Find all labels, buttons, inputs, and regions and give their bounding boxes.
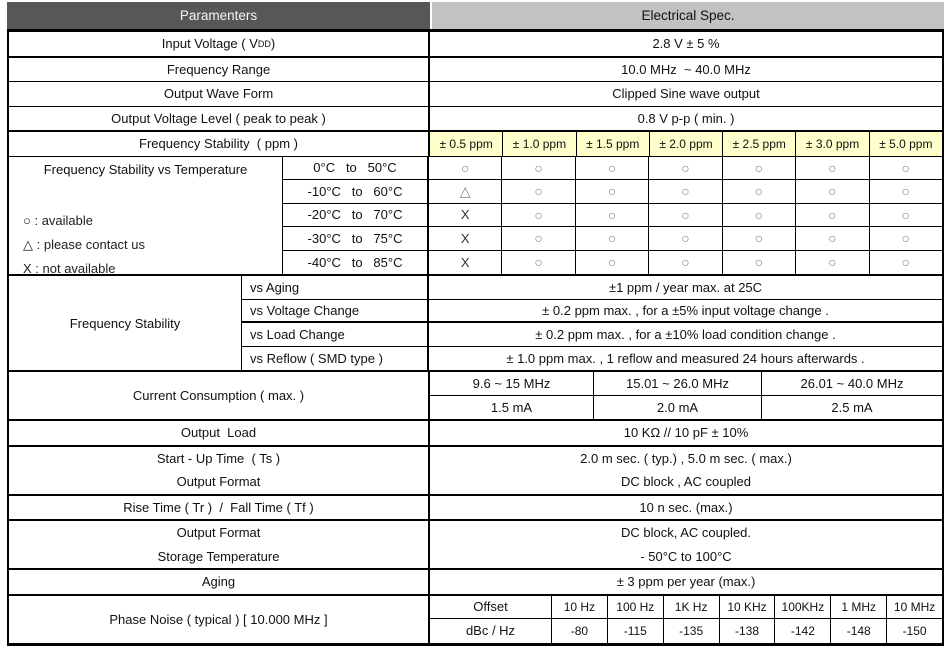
phase-noise-value-0: -80 [552,619,608,643]
availability-cell: ○ [796,204,869,227]
header-electrical-spec [432,2,944,29]
param-rise-fall-time: Rise Time ( Tr ) / Fall Time ( Tf ) [9,496,430,520]
value-storage-temperature: - 50°C to 100°C [640,548,732,564]
phase-noise-label: Phase Noise ( typical ) [ 10.000 MHz ] [109,611,328,627]
phase-noise-offset-4: 100KHz [775,596,831,619]
availability-cell: ○ [723,251,796,275]
value-rise-fall-time: 10 n sec. (max.) [639,499,733,515]
value-startup-time: 2.0 m sec. ( typ.) , 5.0 m sec. ( max.) [580,450,792,466]
spec-table [7,2,944,646]
phase-noise-offset-row [430,596,942,620]
row-output-format-2 [9,521,942,545]
row-input-voltage [9,32,942,58]
row-output-voltage-level [9,107,942,133]
stability-row-vs-aging [242,276,942,300]
header-parameters [7,2,430,29]
current-value-2: 2.5 mA [831,399,873,415]
phase-noise-offset-3: 10 KHz [720,596,776,619]
param-output-format-2: Output Format [9,521,430,545]
current-value-row [430,396,942,420]
availability-cell: ○ [649,251,722,275]
row-rise-fall-time [9,496,942,522]
availability-cell: ○ [796,227,869,250]
availability-cell: ○ [796,157,869,180]
param-output-load: Output Load [9,421,430,445]
ppm-option-1: ± 1.0 ppm [503,132,576,156]
section-current-consumption [9,372,942,421]
section-phase-noise [9,596,942,643]
stability-row-vs-voltage [242,300,942,324]
value-output-voltage-level: 0.8 V p-p ( min. ) [637,110,735,126]
availability-cell: ○ [576,180,649,203]
param-output-format-1: Output Format [9,470,430,494]
table-header-row [7,2,944,29]
temp-range-2: -20°C to 70°C [283,204,429,227]
header-parameters-label: Paramenters [179,8,258,23]
availability-cell: ○ [502,227,575,250]
param-frequency-stability [9,276,242,370]
phase-noise-offset-6: 10 MHz [893,599,936,614]
param-phase-noise [9,596,430,643]
legend-available: ○ : available [23,212,94,228]
param-storage-temperature: Storage Temperature [9,545,430,569]
stability-value-vs-aging: ±1 ppm / year max. at 25C [608,279,763,295]
availability-cell: X [429,204,502,227]
stability-name-vs-load: vs Load Change [242,323,429,346]
availability-cell: X [429,227,502,250]
param-frequency-range: Frequency Range [9,58,430,82]
temp-row-1 [283,180,942,204]
phase-noise-value-2: -135 [664,619,720,643]
stability-row-vs-reflow [242,347,942,371]
availability-cell: ○ [502,251,575,275]
availability-cell: ○ [576,157,649,180]
phase-noise-offset-0: 10 Hz [552,596,608,619]
phase-noise-offset-1: 100 Hz [608,596,664,619]
ppm-option-0: ± 0.5 ppm [430,132,503,156]
current-value-1: 2.0 mA [594,396,762,420]
availability-cell: ○ [649,157,722,180]
param-startup-time: Start - Up Time ( Ts ) [9,447,430,471]
vdd-subscript: DD [257,38,271,49]
availability-cell: X [429,251,502,275]
param-output-voltage-level: Output Voltage Level ( peak to peak ) [9,107,430,131]
temp-row-2 [283,204,942,228]
value-output-format-2: DC block, AC coupled. [620,525,752,541]
section-stability-vs-temperature [9,157,942,277]
current-value-0: 1.5 mA [430,396,594,420]
legend-not-available: X : not available [23,260,116,276]
ppm-option-6: ± 5.0 ppm [870,132,942,156]
row-startup-time [9,447,942,471]
availability-cell: ○ [649,227,722,250]
header-spec-label: Electrical Spec. [641,8,735,23]
phase-noise-offset-5: 1 MHz [831,596,887,619]
ppm-option-5: ± 3.0 ppm [796,132,869,156]
section-frequency-stability [9,276,942,372]
stability-row-vs-load [242,323,942,347]
availability-cell: ○ [901,183,910,200]
availability-cell: ○ [723,180,796,203]
availability-cell: ○ [502,204,575,227]
phase-noise-value-1: -115 [608,619,664,643]
phase-noise-value-5: -148 [831,619,887,643]
row-storage-temperature [9,545,942,569]
availability-cell: ○ [901,159,910,176]
param-stability-vs-temperature [9,157,283,275]
group-startup-output-format [9,447,942,496]
stability-value-vs-load: ± 0.2 ppm max. , for a ±10% load condition change . [535,326,836,342]
frequency-stability-label: Frequency Stability [69,315,181,331]
param-current-consumption [9,372,430,419]
value-output-wave-form: Clipped Sine wave output [612,86,760,102]
value-output-format-1: DC block , AC coupled [620,474,752,490]
table-body [7,29,944,646]
temp-range-3: -30°C to 75°C [283,227,429,250]
temp-row-3 [283,227,942,251]
row-aging [9,570,942,596]
availability-cell: ○ [576,251,649,275]
temp-range-1: -10°C to 60°C [283,180,429,203]
availability-cell: ○ [502,180,575,203]
group-format-storage [9,521,942,570]
phase-noise-value-row [430,619,942,643]
ppm-option-4: ± 2.5 ppm [723,132,796,156]
phase-noise-value-6: -150 [902,623,927,638]
availability-cell: ○ [429,157,502,180]
param-aging: Aging [9,570,430,594]
availability-cell: ○ [796,251,869,275]
stability-name-vs-aging: vs Aging [242,276,429,299]
value-output-load: 10 KΩ // 10 pF ± 10% [623,425,749,441]
availability-cell: ○ [796,180,869,203]
param-frequency-stability-ppm: Frequency Stability ( ppm ) [9,132,430,156]
current-range-2: 26.01 ~ 40.0 MHz [800,375,904,391]
temp-range-0: 0°C to 50°C [283,157,429,180]
availability-cell: ○ [723,227,796,250]
stability-name-vs-reflow: vs Reflow ( SMD type ) [242,347,429,371]
value-frequency-range: 10.0 MHz ~ 40.0 MHz [621,61,751,77]
row-output-load [9,421,942,447]
phase-noise-offset-2: 1K Hz [664,596,720,619]
availability-cell: ○ [576,204,649,227]
value-input-voltage: 2.8 V ± 5 % [652,36,720,52]
temp-range-4: -40°C to 85°C [283,251,429,275]
availability-cell: ○ [576,227,649,250]
availability-cell: ○ [723,204,796,227]
availability-cell: ○ [901,206,910,223]
current-range-1: 15.01 ~ 26.0 MHz [594,372,762,395]
ppm-option-3: ± 2.0 ppm [650,132,723,156]
legend-contact-us: △ : please contact us [23,236,146,252]
availability-cell: △ [429,180,502,203]
availability-cell: ○ [649,180,722,203]
availability-cell: ○ [723,157,796,180]
row-output-wave-form [9,82,942,107]
param-input-voltage: Input Voltage ( V DD ) [9,32,430,56]
current-range-0: 9.6 ~ 15 MHz [430,372,594,395]
current-range-row [430,372,942,396]
phase-noise-value-3: -138 [720,619,776,643]
availability-cell: ○ [901,230,910,247]
param-output-wave-form: Output Wave Form [9,82,430,106]
temp-row-4 [283,251,942,275]
row-frequency-stability-ppm [9,132,942,157]
stability-value-vs-reflow: ± 1.0 ppm max. , 1 reflow and measured 24 hours afterwards . [506,350,865,366]
row-frequency-range [9,58,942,83]
stability-vs-temperature-label: Frequency Stability vs Temperature [43,161,248,177]
ppm-option-2: ± 1.5 ppm [577,132,650,156]
temp-row-0 [283,157,942,181]
stability-name-vs-voltage: vs Voltage Change [242,300,429,322]
phase-noise-offset-label: Offset [430,596,552,619]
row-output-format-1 [9,470,942,494]
availability-cell: ○ [502,157,575,180]
current-consumption-label: Current Consumption ( max. ) [132,388,305,403]
value-aging: ± 3 ppm per year (max.) [616,574,756,590]
stability-value-vs-voltage: ± 0.2 ppm max. , for a ±5% input voltage change . [542,302,829,318]
phase-noise-dbc-label: dBc / Hz [430,619,552,643]
availability-cell: ○ [649,204,722,227]
phase-noise-value-4: -142 [775,619,831,643]
availability-cell: ○ [901,254,910,271]
